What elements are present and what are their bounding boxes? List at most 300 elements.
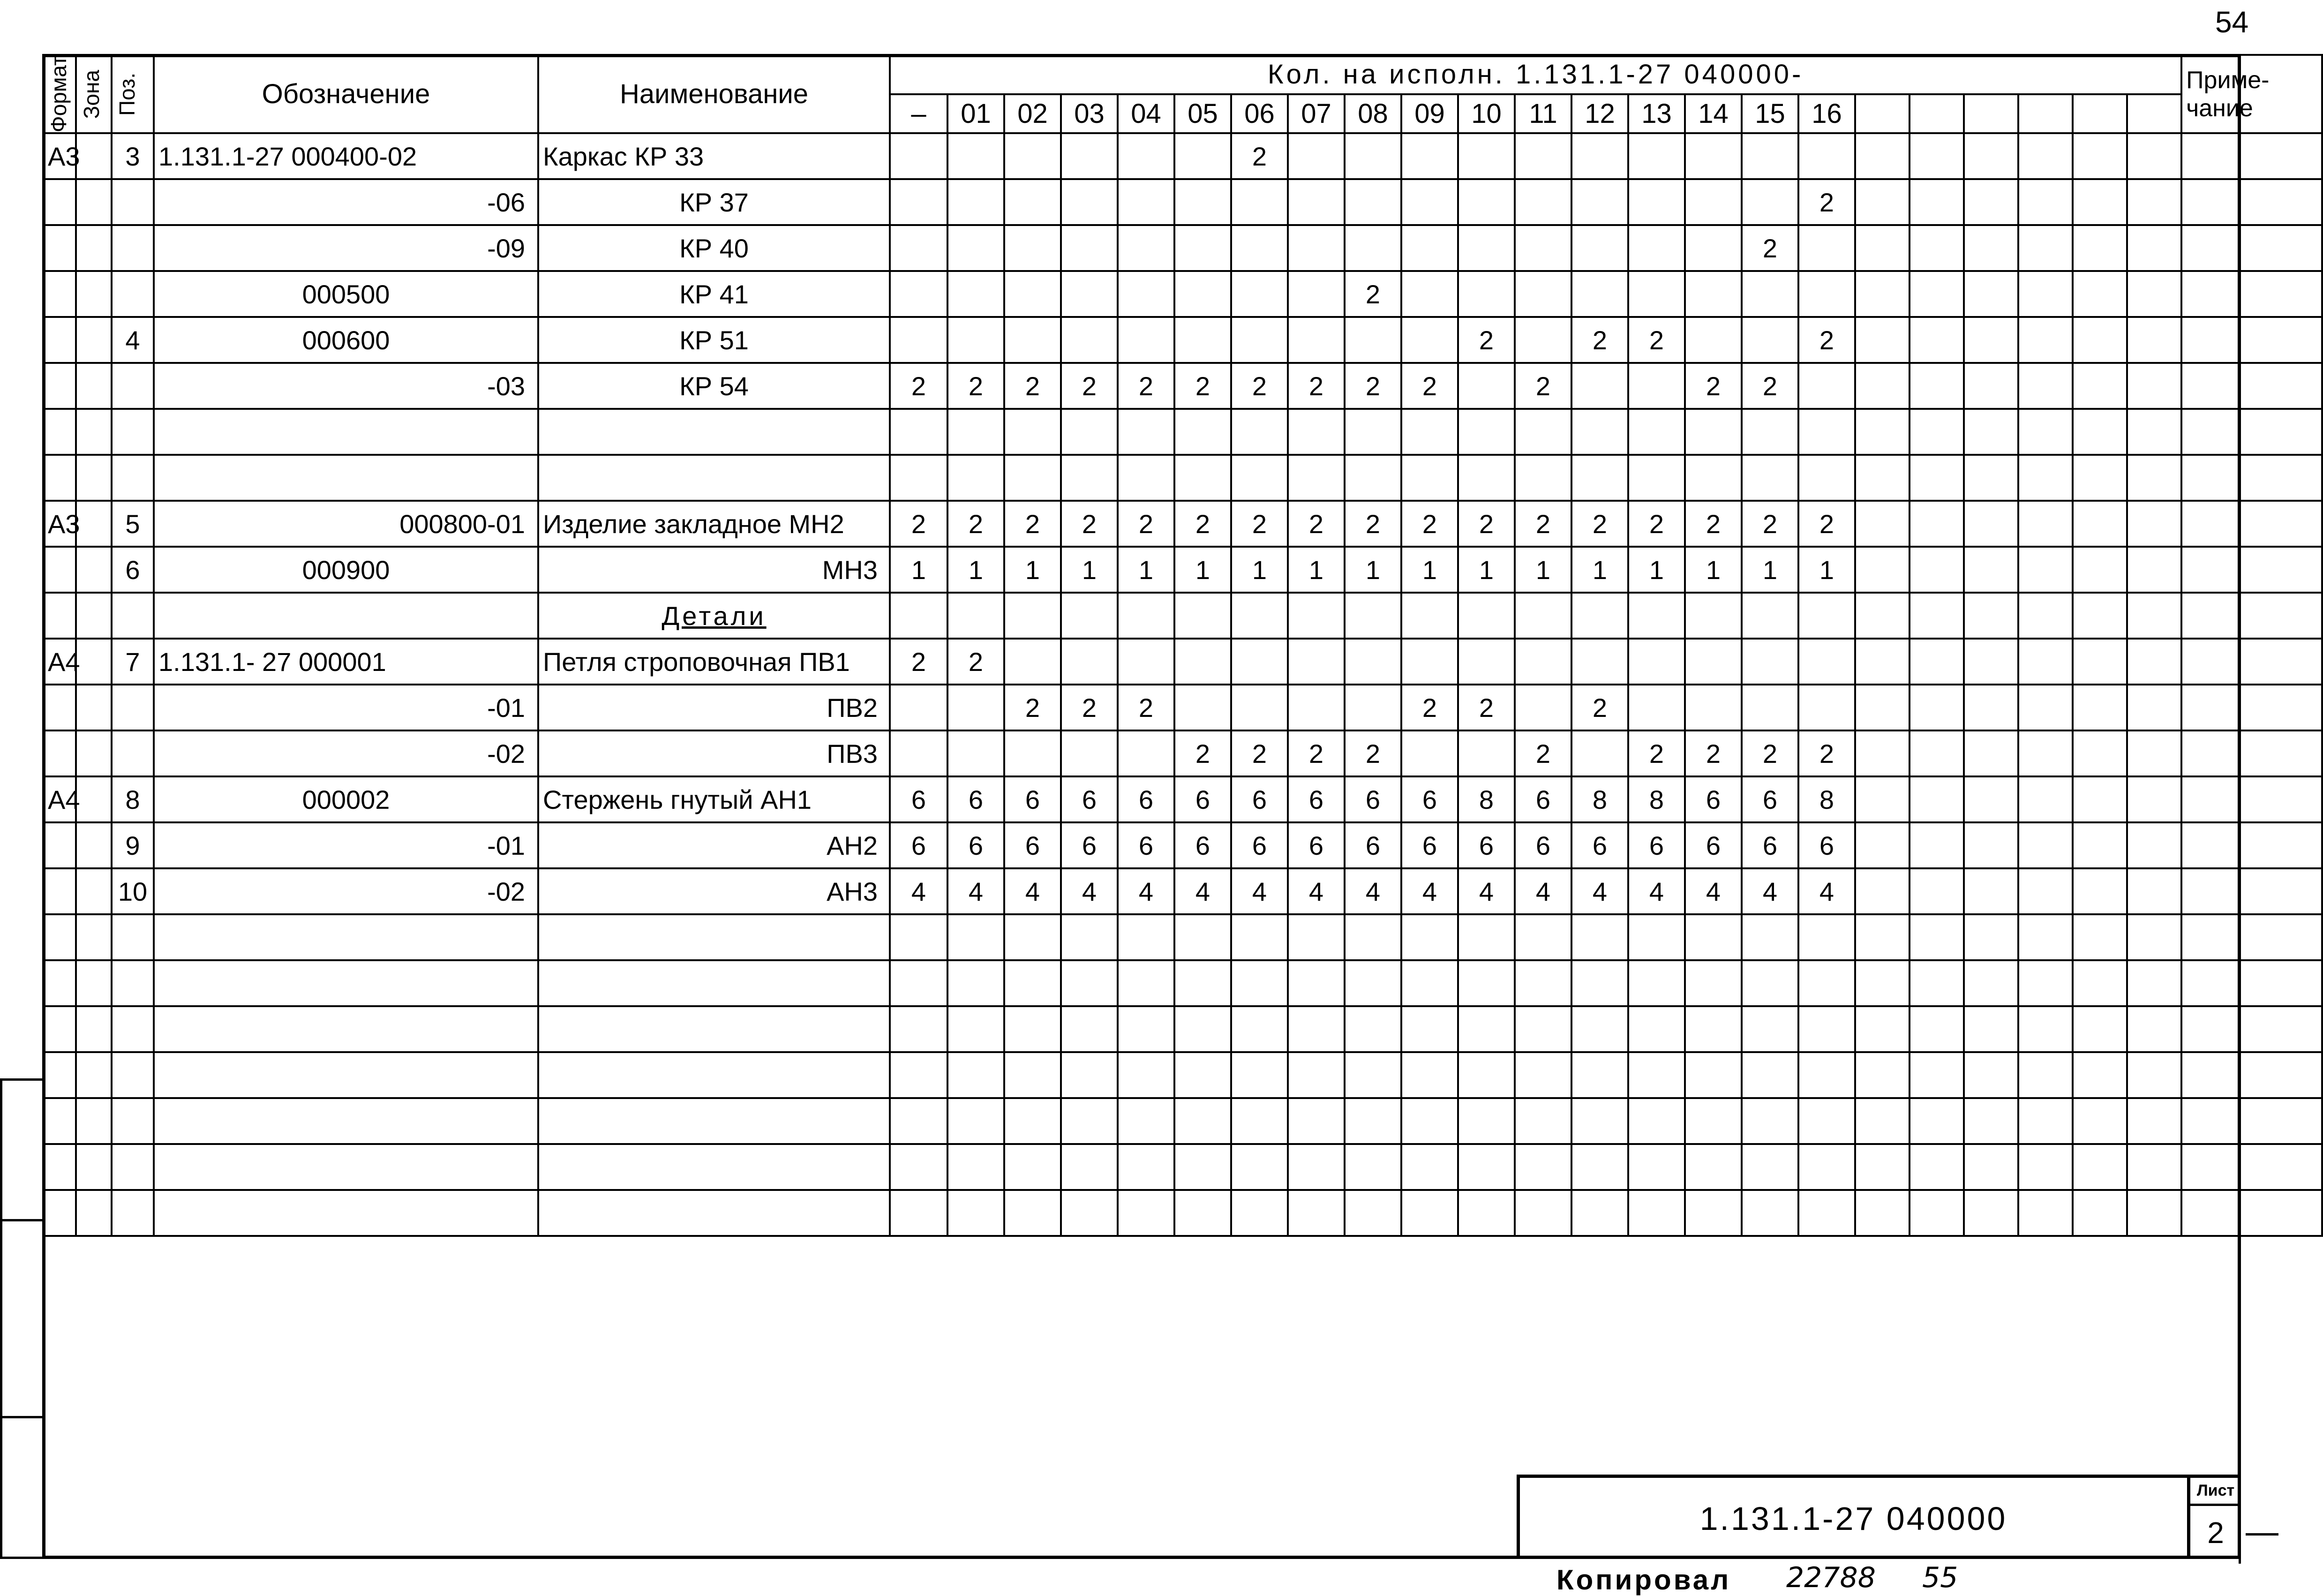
- qty-cell: [1685, 133, 1742, 179]
- qty-cell: [1288, 1190, 1345, 1236]
- pos-cell: [112, 409, 154, 455]
- qty-cell: 2: [1231, 501, 1288, 547]
- format-cell: [43, 1144, 76, 1190]
- qty-cell: 2: [1174, 501, 1231, 547]
- qty-cell: [1458, 225, 1515, 271]
- format-cell: [43, 1006, 76, 1052]
- qty-cell-empty: [2073, 639, 2127, 685]
- qty-cell: [1742, 685, 1798, 730]
- table-row: [43, 730, 2322, 776]
- qty-cell: 2: [1742, 363, 1798, 409]
- qty-cell: [1174, 271, 1231, 317]
- qty-cell: [1401, 1052, 1458, 1098]
- name-cell: [538, 1006, 890, 1052]
- pos-cell: [112, 1190, 154, 1236]
- qty-cell: 6: [1061, 822, 1118, 868]
- qty-cell: 2: [1571, 501, 1628, 547]
- qty-cell: [1628, 1098, 1685, 1144]
- table-row: [43, 1052, 2322, 1098]
- qty-cell-empty: [2127, 822, 2181, 868]
- qty-cell: [1515, 225, 1571, 271]
- pos-cell: [112, 1052, 154, 1098]
- qty-cell: [890, 179, 947, 225]
- qty-cell: [1118, 1098, 1174, 1144]
- qty-cell-empty: [2018, 225, 2073, 271]
- zone-cell: [76, 868, 112, 914]
- qty-cell-empty: [2127, 547, 2181, 593]
- qty-cell-empty: [2018, 317, 2073, 363]
- qty-cell: [1061, 317, 1118, 363]
- qty-cell: [1231, 225, 1288, 271]
- qty-cell: [1345, 409, 1401, 455]
- qty-cell-empty: [2073, 685, 2127, 730]
- qty-cell: 6: [1458, 822, 1515, 868]
- qty-cell: [1118, 1144, 1174, 1190]
- qty-cell: 6: [1798, 822, 1855, 868]
- qty-cell-empty: [1910, 501, 1964, 547]
- zone-cell: [76, 730, 112, 776]
- qty-cell-empty: [1855, 179, 1910, 225]
- qty-cell: [890, 730, 947, 776]
- qty-cell: [947, 685, 1004, 730]
- table-row: [43, 1144, 2322, 1190]
- qty-cell: [1798, 1144, 1855, 1190]
- qty-cell: [1685, 1006, 1742, 1052]
- qty-cell: [1798, 133, 1855, 179]
- qty-cell: [1628, 685, 1685, 730]
- qty-cell: [890, 914, 947, 960]
- qty-cell: [947, 1190, 1004, 1236]
- qty-cell-empty: [1964, 730, 2018, 776]
- qty-cell: 1: [1515, 547, 1571, 593]
- table-row: [43, 363, 2322, 409]
- qty-cell: [1288, 639, 1345, 685]
- qty-cell-empty: [1910, 179, 1964, 225]
- qty-cell: [1288, 133, 1345, 179]
- qty-cell: 2: [1798, 317, 1855, 363]
- name-text: КР 37: [679, 187, 749, 217]
- pos-cell: 7: [112, 639, 154, 685]
- pos-cell: [112, 1006, 154, 1052]
- note-cell: [2181, 317, 2322, 363]
- qty-cell: [1401, 133, 1458, 179]
- table-row: [43, 685, 2322, 730]
- variant-header-cell: 12: [1571, 94, 1628, 134]
- qty-cell: [1458, 593, 1515, 639]
- name-text: Петля строповочная ПВ1: [543, 647, 850, 677]
- pos-cell: [112, 1098, 154, 1144]
- qty-cell: 4: [1174, 868, 1231, 914]
- qty-cell: [890, 1098, 947, 1144]
- qty-cell: [1628, 133, 1685, 179]
- qty-cell: [947, 1098, 1004, 1144]
- name-text: КР 54: [679, 371, 749, 401]
- variant-header-empty: [2018, 94, 2073, 134]
- qty-cell: [1798, 1190, 1855, 1236]
- qty-cell: [1345, 225, 1401, 271]
- qty-cell: [1798, 914, 1855, 960]
- qty-cell-empty: [1855, 1052, 1910, 1098]
- qty-cell: 4: [947, 868, 1004, 914]
- qty-cell: [947, 179, 1004, 225]
- note-cell: [2181, 685, 2322, 730]
- qty-cell: [890, 133, 947, 179]
- zone-cell: [76, 1006, 112, 1052]
- qty-cell-empty: [2018, 1006, 2073, 1052]
- qty-cell-empty: [1855, 133, 1910, 179]
- qty-cell: [1174, 455, 1231, 501]
- designation-cell: 000600: [154, 317, 538, 363]
- qty-cell: [1515, 914, 1571, 960]
- name-cell: [538, 593, 890, 639]
- qty-cell: 1: [1685, 547, 1742, 593]
- qty-cell: [1798, 1098, 1855, 1144]
- table-row: [43, 639, 2322, 685]
- qty-cell: [1515, 409, 1571, 455]
- zone-cell: [76, 1144, 112, 1190]
- pos-cell: [112, 1144, 154, 1190]
- qty-cell: [1004, 1052, 1061, 1098]
- designation-header: Обозначение: [154, 55, 538, 133]
- format-cell: [43, 179, 76, 225]
- qty-cell: [1061, 639, 1118, 685]
- qty-cell: [1004, 179, 1061, 225]
- qty-cell: [1231, 593, 1288, 639]
- name-cell: [538, 1144, 890, 1190]
- qty-cell: [1401, 409, 1458, 455]
- name-text: АН3: [827, 876, 878, 906]
- qty-cell: [1515, 1052, 1571, 1098]
- qty-cell: [1345, 685, 1401, 730]
- format-cell: [43, 225, 76, 271]
- name-cell: [538, 317, 890, 363]
- qty-cell: [947, 317, 1004, 363]
- qty-cell-empty: [1855, 363, 1910, 409]
- qty-cell: [1061, 409, 1118, 455]
- qty-cell-empty: [1855, 547, 1910, 593]
- format-number: 55: [1922, 1561, 1958, 1594]
- qty-cell: 8: [1628, 776, 1685, 822]
- qty-cell: [1685, 409, 1742, 455]
- qty-cell-empty: [1964, 363, 2018, 409]
- name-cell: [538, 409, 890, 455]
- name-text: КР 41: [679, 279, 749, 309]
- qty-cell-empty: [2018, 776, 2073, 822]
- qty-cell: [1061, 1144, 1118, 1190]
- qty-cell-empty: [2018, 1052, 2073, 1098]
- format-cell: [43, 960, 76, 1006]
- variant-header-cell: 11: [1515, 94, 1571, 134]
- designation-cell: 000900: [154, 547, 538, 593]
- qty-cell: 1: [947, 547, 1004, 593]
- qty-cell-empty: [1855, 455, 1910, 501]
- qty-cell: [1345, 133, 1401, 179]
- designation-cell: 000800-01: [154, 501, 538, 547]
- qty-cell: [1742, 317, 1798, 363]
- qty-cell-empty: [1855, 225, 1910, 271]
- qty-cell-empty: [1910, 960, 1964, 1006]
- qty-cell-empty: [2073, 1052, 2127, 1098]
- qty-cell: [890, 1052, 947, 1098]
- qty-cell: 2: [1004, 501, 1061, 547]
- name-cell: [538, 363, 890, 409]
- qty-cell-empty: [2073, 1144, 2127, 1190]
- qty-cell: [1231, 179, 1288, 225]
- qty-cell: [1571, 455, 1628, 501]
- qty-cell: [1118, 317, 1174, 363]
- qty-cell: [1004, 133, 1061, 179]
- designation-cell: 1.131.1- 27 000001: [154, 639, 538, 685]
- format-header: Формат: [43, 55, 76, 133]
- pos-cell: [112, 730, 154, 776]
- qty-cell: [1458, 409, 1515, 455]
- variant-header-cell: 04: [1118, 94, 1174, 134]
- variant-header-empty: [1910, 94, 1964, 134]
- qty-cell: [1571, 1052, 1628, 1098]
- note-cell: [2181, 179, 2322, 225]
- qty-cell: 1: [1004, 547, 1061, 593]
- qty-cell-empty: [1910, 868, 1964, 914]
- qty-cell: 1: [890, 547, 947, 593]
- qty-cell-empty: [2073, 271, 2127, 317]
- pos-cell: [112, 179, 154, 225]
- format-cell: [43, 409, 76, 455]
- qty-cell: [1515, 271, 1571, 317]
- qty-cell: 4: [1004, 868, 1061, 914]
- table-row: [43, 960, 2322, 1006]
- note-cell: [2181, 409, 2322, 455]
- qty-cell: [1571, 914, 1628, 960]
- qty-cell: [1401, 730, 1458, 776]
- qty-cell: [1628, 639, 1685, 685]
- qty-cell-empty: [2127, 868, 2181, 914]
- qty-cell: [1345, 1006, 1401, 1052]
- qty-cell: 6: [1571, 822, 1628, 868]
- qty-cell-empty: [2073, 914, 2127, 960]
- qty-cell-empty: [2127, 501, 2181, 547]
- qty-cell: [1118, 914, 1174, 960]
- qty-cell: [1458, 179, 1515, 225]
- qty-cell: [1742, 1190, 1798, 1236]
- copied-by-label: Копировал: [1556, 1564, 1731, 1596]
- name-cell: [538, 639, 890, 685]
- qty-cell: [1288, 409, 1345, 455]
- qty-cell: [1685, 685, 1742, 730]
- qty-cell: [1571, 639, 1628, 685]
- name-cell: [538, 271, 890, 317]
- qty-cell-empty: [1910, 1052, 1964, 1098]
- qty-cell: [1458, 1052, 1515, 1098]
- qty-cell: [1288, 1144, 1345, 1190]
- zone-header: Зона: [76, 55, 112, 133]
- qty-cell: 2: [1118, 685, 1174, 730]
- qty-cell-empty: [1855, 1144, 1910, 1190]
- qty-cell-empty: [2018, 730, 2073, 776]
- qty-cell: [1742, 914, 1798, 960]
- qty-cell-empty: [2073, 317, 2127, 363]
- qty-cell: [1628, 960, 1685, 1006]
- format-cell: [43, 822, 76, 868]
- name-cell: [538, 1052, 890, 1098]
- qty-cell-empty: [2073, 960, 2127, 1006]
- qty-cell: [1061, 1006, 1118, 1052]
- qty-cell: 1: [1231, 547, 1288, 593]
- qty-cell-empty: [2073, 868, 2127, 914]
- note-cell: [2181, 914, 2322, 960]
- format-cell: [43, 868, 76, 914]
- variant-header-empty: [1964, 94, 2018, 134]
- name-cell: [538, 455, 890, 501]
- qty-cell: 2: [1231, 363, 1288, 409]
- table-row: [43, 455, 2322, 501]
- qty-cell: [1174, 133, 1231, 179]
- table-row: [43, 133, 2322, 179]
- qty-cell-empty: [1855, 960, 1910, 1006]
- qty-cell: [1004, 960, 1061, 1006]
- qty-cell-empty: [1855, 593, 1910, 639]
- qty-cell: 2: [1685, 730, 1742, 776]
- table-row: [43, 868, 2322, 914]
- qty-cell-empty: [2073, 133, 2127, 179]
- qty-cell: [1571, 225, 1628, 271]
- qty-cell: [1061, 1098, 1118, 1144]
- binding-margin-tab: [0, 1078, 42, 1559]
- qty-cell: 2: [1458, 501, 1515, 547]
- qty-cell: [1401, 455, 1458, 501]
- name-header: Наименование: [538, 55, 890, 133]
- table-row: [43, 822, 2322, 868]
- qty-cell-empty: [2127, 271, 2181, 317]
- name-text: Каркас КР 33: [543, 141, 704, 171]
- qty-cell: [1798, 685, 1855, 730]
- qty-cell-empty: [1910, 1098, 1964, 1144]
- qty-cell-empty: [1964, 1052, 2018, 1098]
- qty-cell: [1345, 1052, 1401, 1098]
- qty-cell: 1: [1628, 547, 1685, 593]
- note-cell: [2181, 547, 2322, 593]
- qty-cell: [1174, 317, 1231, 363]
- note-cell: [2181, 1144, 2322, 1190]
- qty-cell: 2: [1798, 501, 1855, 547]
- qty-cell: [1742, 133, 1798, 179]
- qty-cell: [1231, 317, 1288, 363]
- qty-cell-empty: [1964, 1006, 2018, 1052]
- qty-cell-empty: [1855, 1190, 1910, 1236]
- qty-cell: [1174, 593, 1231, 639]
- qty-cell: 2: [1004, 685, 1061, 730]
- qty-cell: [1345, 1098, 1401, 1144]
- qty-cell-empty: [2127, 1098, 2181, 1144]
- qty-cell-empty: [2127, 1006, 2181, 1052]
- qty-cell: [1061, 225, 1118, 271]
- table-row: [43, 501, 2322, 547]
- qty-cell-empty: [2018, 133, 2073, 179]
- qty-cell: 2: [947, 639, 1004, 685]
- qty-cell-empty: [1910, 133, 1964, 179]
- qty-cell: 2: [1515, 730, 1571, 776]
- qty-cell-empty: [1964, 685, 2018, 730]
- qty-cell: [1061, 271, 1118, 317]
- qty-cell-empty: [1910, 547, 1964, 593]
- qty-cell-empty: [1855, 501, 1910, 547]
- qty-cell: [1174, 1144, 1231, 1190]
- qty-cell: 6: [1345, 776, 1401, 822]
- qty-cell: [1288, 593, 1345, 639]
- format-cell: [43, 363, 76, 409]
- qty-cell: 6: [1742, 776, 1798, 822]
- zone-cell: [76, 1052, 112, 1098]
- variant-header-cell: 07: [1288, 94, 1345, 134]
- qty-cell: 2: [1118, 501, 1174, 547]
- qty-cell: [1742, 1006, 1798, 1052]
- qty-cell: 2: [1288, 363, 1345, 409]
- qty-cell-empty: [2073, 730, 2127, 776]
- qty-cell-empty: [1964, 639, 2018, 685]
- qty-cell: [1004, 1190, 1061, 1236]
- qty-cell: [1061, 179, 1118, 225]
- qty-cell: 2: [1288, 501, 1345, 547]
- qty-cell-empty: [1910, 1006, 1964, 1052]
- qty-cell: [1628, 1144, 1685, 1190]
- qty-cell-empty: [2073, 409, 2127, 455]
- qty-cell-empty: [2073, 1098, 2127, 1144]
- qty-cell-empty: [2018, 914, 2073, 960]
- qty-cell: [890, 317, 947, 363]
- qty-cell: [1231, 271, 1288, 317]
- qty-cell: [890, 225, 947, 271]
- qty-cell: [1004, 455, 1061, 501]
- designation-cell: -03: [154, 363, 538, 409]
- qty-cell: 8: [1458, 776, 1515, 822]
- qty-cell: [1685, 1190, 1742, 1236]
- format-cell: [43, 1098, 76, 1144]
- qty-cell: 4: [1798, 868, 1855, 914]
- qty-cell-empty: [2127, 593, 2181, 639]
- qty-cell-empty: [1964, 133, 2018, 179]
- qty-cell: [1231, 639, 1288, 685]
- qty-cell-empty: [1855, 1098, 1910, 1144]
- qty-cell: [1458, 455, 1515, 501]
- qty-cell: 2: [1174, 730, 1231, 776]
- qty-cell: [1174, 914, 1231, 960]
- qty-cell: [1231, 685, 1288, 730]
- qty-cell: [1231, 960, 1288, 1006]
- qty-cell-empty: [1910, 685, 1964, 730]
- qty-cell: [1571, 179, 1628, 225]
- variant-header-cell: 09: [1401, 94, 1458, 134]
- name-cell: [538, 547, 890, 593]
- copied-number: 22788: [1786, 1561, 1876, 1594]
- qty-cell: [1458, 271, 1515, 317]
- qty-cell: 6: [947, 776, 1004, 822]
- qty-cell: [1118, 179, 1174, 225]
- table-row: [43, 593, 2322, 639]
- qty-cell: [1685, 271, 1742, 317]
- qty-cell: 6: [1742, 822, 1798, 868]
- qty-cell: [1571, 271, 1628, 317]
- qty-cell-empty: [1964, 776, 2018, 822]
- qty-cell: 2: [1742, 225, 1798, 271]
- qty-cell: [1798, 271, 1855, 317]
- qty-cell: [1118, 730, 1174, 776]
- qty-cell: 6: [1515, 822, 1571, 868]
- qty-cell-empty: [1964, 1098, 2018, 1144]
- qty-cell: [1742, 960, 1798, 1006]
- qty-cell: 1: [1118, 547, 1174, 593]
- qty-cell: [1571, 133, 1628, 179]
- qty-cell: [1685, 914, 1742, 960]
- qty-cell: [1798, 593, 1855, 639]
